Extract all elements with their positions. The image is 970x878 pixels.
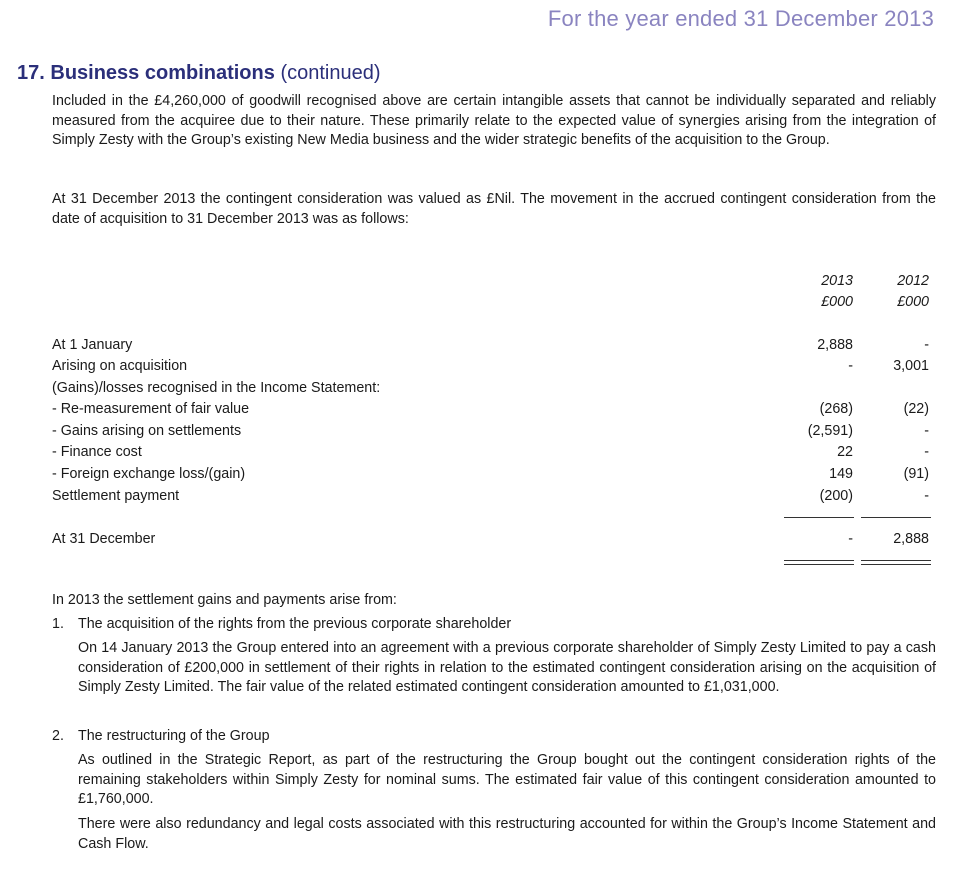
total-label: At 31 December [52,531,156,547]
running-header: For the year ended 31 December 2013 [547,6,934,31]
row-value-2012: - [924,337,929,353]
section-title: Business combinations [50,62,275,84]
row-label: Settlement payment [52,488,180,504]
table-row [52,464,930,485]
total-value-2013: - [848,531,853,547]
row-value-2013: - [848,358,853,374]
row-label: - Gains arising on settlements [52,423,242,439]
list-item-title: The restructuring of the Group [78,728,270,744]
row-label: - Finance cost [52,444,142,460]
table-row [52,356,930,377]
column-heading-2012-year: 2012 [897,273,929,289]
subtotal-rule-2013 [784,517,854,518]
section-heading [17,62,381,85]
double-rule-bottom-2012 [861,564,931,565]
double-rule-top-2013 [784,560,854,561]
column-heading-2012-unit: £000 [897,294,929,310]
row-value-2013: 22 [837,444,853,460]
row-value-2013: 2,888 [817,337,853,353]
row-value-2013: (268) [819,401,853,417]
list-item-paragraph: On 14 January 2013 the Group entered into an agreement with a previous corporate shareholder of Simply Zesty Limited to pay a cash consideration of £200,000 in settlement of their rights in relation to the estimated contingent consideration arising on the acquisition of Simply Zesty Limited. The fair value of the related estimated contingent consideration amounted to £1,031,000. [78,640,936,695]
list-marker: 1. [52,616,64,632]
row-label: Arising on acquisition [52,358,188,374]
double-rule-top-2012 [861,560,931,561]
list-item-title: The acquisition of the rights from the previous corporate shareholder [78,616,512,632]
table-row [52,486,930,507]
settlement-intro: In 2013 the settlement gains and payments arise from: [52,592,397,608]
list-item-paragraph: There were also redundancy and legal costs associated with this restructuring accounted for within the Group’s Income Statement and Cash Flow. [78,816,936,852]
column-heading-2013-unit: £000 [821,294,853,310]
row-label: - Re-measurement of fair value [52,401,250,417]
row-label: (Gains)/losses recognised in the Income Statement: [52,380,381,396]
row-value-2012: (91) [903,466,929,482]
double-rule-bottom-2013 [784,564,854,565]
row-value-2013: 149 [829,466,853,482]
row-value-2012: (22) [903,401,929,417]
row-value-2012: - [924,488,929,504]
table-row [52,421,930,442]
table-row [52,335,930,356]
section-number: 17. [17,62,45,84]
row-label: - Foreign exchange loss/(gain) [52,466,246,482]
contingent-consideration-paragraph: At 31 December 2013 the contingent consideration was valued as £Nil. The movement in the accrued contingent consideration from the date of acquisition to 31 December 2013 was as follows: [52,191,936,227]
row-value-2012: 3,001 [893,358,929,374]
goodwill-paragraph: Included in the £4,260,000 of goodwill recognised above are certain intangible assets that cannot be individually separated and reliably measured from the acquiree due to their nature. These primarily relate to the expected value of synergies arising from the integration of Simply Zesty with the Group’s existing New Media business and the wider strategic benefits of the acquisition to the Group. [52,93,936,148]
row-label: At 1 January [52,337,133,353]
column-heading-2013-year: 2013 [821,273,853,289]
row-value-2012: - [924,444,929,460]
total-value-2012: 2,888 [893,531,929,547]
section-title-suffix: (continued) [280,62,381,84]
row-value-2013: (200) [819,488,853,504]
list-item-paragraph: As outlined in the Strategic Report, as part of the restructuring the Group bought out the contingent consideration rights of the remaining stakeholders within Simply Zesty for nominal sums. The estimated fair value of this contingent consideration amounted to £1,760,000. [78,752,936,807]
table-row [52,399,930,420]
subtotal-rule-2012 [861,517,931,518]
row-value-2013: (2,591) [807,423,853,439]
table-row [52,378,930,399]
table-total-row [52,529,930,550]
row-value-2012: - [924,423,929,439]
list-marker: 2. [52,728,64,744]
table-row [52,442,930,463]
